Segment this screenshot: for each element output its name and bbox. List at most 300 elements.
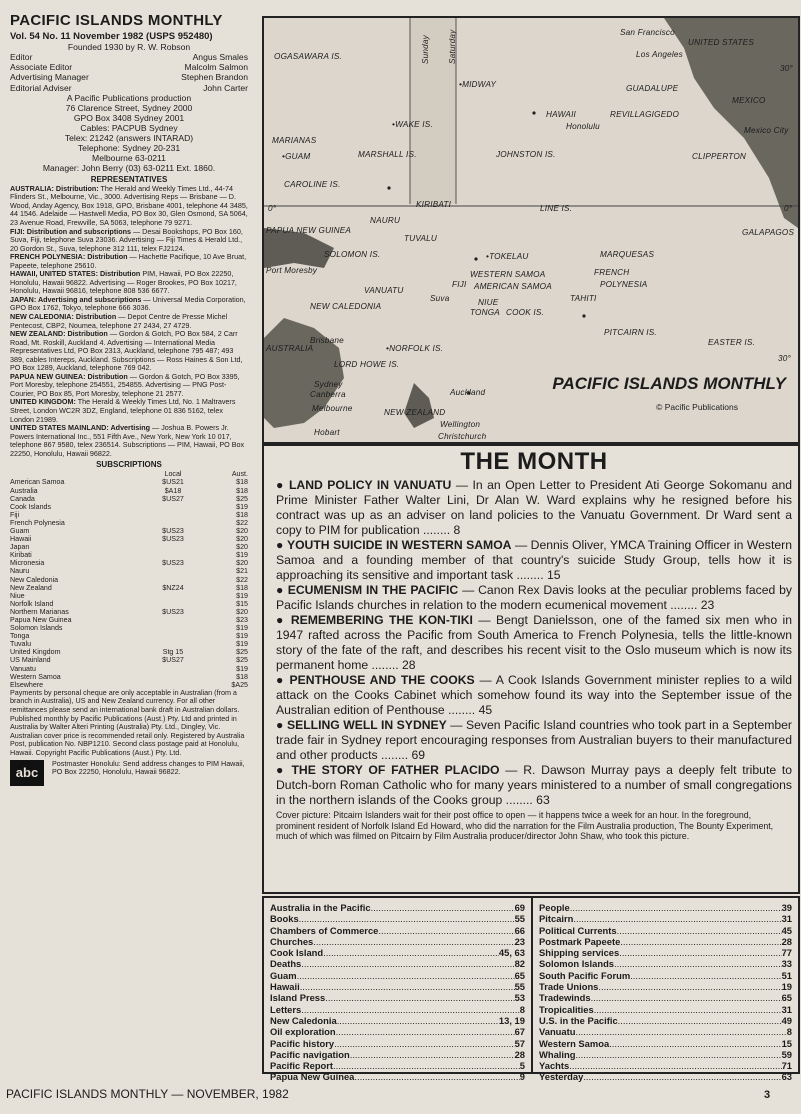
staff-row <box>10 83 248 93</box>
sub-aust: $20 <box>236 535 248 544</box>
sub-country: New Caledonia <box>10 575 59 584</box>
map-label: CAROLINE IS. <box>284 180 341 189</box>
sub-local: $US23 <box>162 526 184 535</box>
article-head: THE STORY OF FATHER PLACIDO <box>291 763 500 777</box>
representative-region: JAPAN: Advertising and subscriptions <box>10 294 142 304</box>
index-leader <box>583 1071 781 1082</box>
index-leader <box>614 958 782 969</box>
staff-name: Angus Smales <box>192 52 248 62</box>
index-row <box>539 981 792 992</box>
subscription-row <box>10 608 248 616</box>
map-label: Los Angeles <box>636 50 683 59</box>
index-topic: Oil exploration <box>270 1026 336 1038</box>
staff-row <box>10 52 248 62</box>
index-leader <box>619 947 781 958</box>
sub-country: Kiribati <box>10 551 32 560</box>
index-topic: Hawaii <box>270 981 300 993</box>
sub-aust: $18 <box>236 583 248 592</box>
month-title: THE MONTH <box>460 448 608 475</box>
map-label: Brisbane <box>310 336 344 345</box>
map-label: LORD HOWE IS. <box>334 360 400 369</box>
sub-aust: $21 <box>236 567 248 576</box>
index-topic: Yachts <box>539 1060 570 1072</box>
index-row <box>270 970 525 981</box>
index-page: 33 <box>781 958 792 970</box>
index-leader <box>575 1049 781 1060</box>
subscription-row <box>10 624 248 632</box>
index-row <box>270 992 525 1003</box>
index-topic: South Pacific Forum <box>539 969 631 981</box>
subscription-row <box>10 527 248 535</box>
index-row <box>539 970 792 981</box>
sub-local: $US21 <box>162 478 184 487</box>
representative-region: NEW CALEDONIA: Distribution <box>10 312 117 322</box>
address-block <box>10 93 248 173</box>
sub-country: Fiji <box>10 510 20 519</box>
representative-text: PIM, Hawaii, PO Box 22250, Honolulu, Hawaii 96822. Advertising — Roger Brookes, PO Box 10217, Honolulu, Hawaii 96816, telephone 808 536 6677. <box>10 269 237 296</box>
representatives-heading: REPRESENTATIVES <box>90 174 168 184</box>
subscription-row <box>10 632 248 640</box>
address-line: Cables: PACPUB Sydney <box>80 122 178 133</box>
map-label: Mexico City <box>744 126 789 135</box>
map-label: FIJI <box>452 280 467 289</box>
subscription-row <box>10 673 248 681</box>
sub-country: Japan <box>10 543 30 552</box>
subscription-row <box>10 495 248 503</box>
address-line: GPO Box 3408 Sydney 2001 <box>73 112 185 123</box>
map-label: 0° <box>784 204 793 213</box>
sub-local: $US27 <box>162 494 184 503</box>
sub-local <box>138 624 208 632</box>
map-label: Melbourne <box>312 404 353 413</box>
sub-local <box>138 600 208 608</box>
sub-local <box>138 551 208 559</box>
sub-aust: $25 <box>236 656 248 665</box>
index-page: 51 <box>781 969 792 981</box>
sub-country: US Mainland <box>10 656 51 665</box>
representative-region: FRENCH POLYNESIA: Distribution <box>10 252 128 262</box>
sub-aust: $15 <box>236 599 248 608</box>
representative-region: PAPUA NEW GUINEA: Distribution <box>10 371 128 381</box>
sub-local <box>138 543 208 551</box>
index-page: 9 <box>519 1071 525 1083</box>
representative-region: NEW ZEALAND: Distribution <box>10 329 108 339</box>
index-leader <box>598 981 781 992</box>
map-label: Saturday <box>448 29 457 64</box>
article-page: 23 <box>700 598 715 612</box>
index-row <box>270 981 525 992</box>
subscription-row <box>10 551 248 559</box>
index-page: 63 <box>781 1071 792 1083</box>
index-row <box>539 992 792 1003</box>
map-label: •WAKE IS. <box>392 120 433 129</box>
article-head: ECUMENISM IN THE PACIFIC <box>287 583 459 597</box>
index-leader <box>334 1038 514 1049</box>
index-row <box>539 1015 792 1026</box>
index-page: 45, 63 <box>498 947 525 959</box>
staff-role: Associate Editor <box>10 62 73 73</box>
index-leader <box>630 970 781 981</box>
sub-local <box>138 519 208 527</box>
sub-country: Papua New Guinea <box>10 616 72 624</box>
sub-local <box>138 632 208 640</box>
index-leader <box>620 936 781 947</box>
index-topic: Books <box>270 913 299 925</box>
sub-country: Tuvalu <box>10 640 32 649</box>
representative-entry <box>10 424 248 458</box>
staff-row <box>10 72 248 82</box>
article-text: — Bengt Danielsson, one of the famed six men who in 1947 rafted across the Pacific from South America to French Polynesia, tells the little-known story of the fate of the raft, and describes his recent visit to the Oslo museum which is now its permanent home <box>276 613 793 672</box>
sub-country: Hawaii <box>10 535 32 544</box>
sub-aust: $19 <box>236 502 248 511</box>
index-leader <box>569 1060 781 1071</box>
map-label: 30° <box>778 354 791 363</box>
map-label: WESTERN SAMOA <box>470 270 546 279</box>
index-leader <box>337 1015 499 1026</box>
index-row <box>270 1049 525 1060</box>
index-leader <box>354 1071 519 1082</box>
index-leader <box>301 1004 520 1015</box>
sub-country: Solomon Islands <box>10 624 63 633</box>
index-leader <box>325 992 514 1003</box>
subscription-row <box>10 640 248 648</box>
map-label: Wellington <box>440 420 481 429</box>
map-label: San Francisco <box>620 28 675 37</box>
sub-local: $A18 <box>164 486 182 495</box>
sub-aust: $19 <box>236 591 248 600</box>
representative-text: The Herald and Weekly Times Ltd., 44-74 Flinders St., Melbourne, Vic., 3000. Advertising Reps — Brisbane — D. Wood, Anday Agency, Box 1918, GPO, Brisbane 4001, telephone 44 3485, 44 1546. Adelaide — Hastwell Media, PO Box 30, Glen Osmond, SA 5064, 23 Avenue Road, Frewville, SA 5063, telephone 79 9271. <box>10 183 248 227</box>
map-label: POLYNESIA <box>600 280 648 289</box>
sub-aust: $22 <box>236 575 248 584</box>
representative-entry <box>10 373 248 399</box>
map-label: HAWAII <box>546 110 577 119</box>
article-list <box>276 478 792 808</box>
sub-country: Norfolk Island <box>10 599 54 608</box>
map-label: Suva <box>430 294 450 303</box>
index-topic: Solomon Islands <box>539 958 615 970</box>
representative-text: — Gordon & Gotch, PO Box 584, 2 Carr Road, Mt. Roskill, Auckland 4. Advertising — International Media Representatives Ltd, PO Box 2313, Auckland, telephone 795 487; 493 389, cables Intereps, Auckland. Subscriptions — Ross Haines & Son Ltd, PO Box 1289, Auckland, telephone 769 042. <box>10 329 243 373</box>
map-label: NAURU <box>370 216 401 225</box>
sub-aust: $18 <box>236 672 248 681</box>
map-label: •TOKELAU <box>486 252 529 261</box>
founded-line: Founded 1930 by R. W. Robson <box>67 42 191 52</box>
article-head: SELLING WELL IN SYDNEY <box>286 718 447 732</box>
representative-region: AUSTRALIA: Distribution: <box>10 183 99 193</box>
index-page: 8 <box>519 1003 525 1015</box>
masthead-title: PACIFIC ISLANDS MONTHLY <box>10 12 223 29</box>
month-article: ● THE STORY OF FATHER PLACIDO — R. Dawson Murray pays a deeply felt tribute to Dutch-born Roman Catholic who for many years ministered to a number of small congregations in the northern islands of the Cooks group ........ 63 <box>276 763 793 807</box>
index-page: 65 <box>514 969 525 981</box>
representative-entry <box>10 253 248 270</box>
map-label: •GUAM <box>282 152 311 161</box>
index-topic: Shipping services <box>539 947 620 959</box>
sub-aust: $25 <box>236 494 248 503</box>
subscriptions-heading: SUBSCRIPTIONS <box>96 460 162 470</box>
index-leader <box>336 1026 515 1037</box>
sub-country: Nauru <box>10 567 30 576</box>
map-label: Auckland <box>450 388 486 397</box>
representative-text: — Desai Bookshops, PO Box 160, Suva, Fiji, telephone Suva 23036. Advertising — Fiji Times & Herald Ltd., 20 Gordon St., Suva, telephone 312 111, telex FJ2124. <box>10 226 243 253</box>
sub-country: New Zealand <box>10 583 52 592</box>
index-row <box>539 902 792 913</box>
sub-aust: $19 <box>236 632 248 641</box>
sub-local: $US27 <box>162 656 184 665</box>
representative-text: — Gordon & Gotch, PO Box 3395, Port Moresby, telephone 254551, 254855. Advertising — PNG Post-Courier, PO Box 85, Port Moresby, telephone 21 2577. <box>10 371 240 398</box>
index-page: 23 <box>514 935 525 947</box>
index-topic: Pacific history <box>270 1037 335 1049</box>
article-page: 8 <box>453 523 461 537</box>
subscription-row <box>10 487 248 495</box>
map-label: OGASAWARA IS. <box>274 52 342 61</box>
map-label: PAPUA NEW GUINEA <box>266 226 352 235</box>
representative-region: HAWAII, UNITED STATES: Distribution <box>10 269 141 279</box>
representative-entry <box>10 296 248 313</box>
staff-name: Malcolm Salmon <box>184 62 248 73</box>
sub-aust: $19 <box>236 624 248 633</box>
index-row <box>539 947 792 958</box>
index-topic: Papua New Guinea <box>270 1071 355 1083</box>
index-row <box>539 1026 792 1037</box>
index-topic: Churches <box>270 935 314 947</box>
index-topic: Letters <box>270 1003 302 1015</box>
index-row <box>270 958 525 969</box>
map-label: JOHNSTON IS. <box>496 150 556 159</box>
sub-country: Australia <box>10 486 38 495</box>
map-label: EASTER IS. <box>708 338 756 347</box>
map-label: NIUE <box>478 298 499 307</box>
subscription-row <box>10 519 248 527</box>
index-row <box>539 1004 792 1015</box>
article-page: 63 <box>536 793 550 807</box>
map-label: 30° <box>780 64 793 73</box>
abc-logo: abc <box>10 760 44 786</box>
representative-region: UNITED STATES MAINLAND: Advertising <box>10 423 151 433</box>
index-row <box>539 925 792 936</box>
index-page: 13, 19 <box>498 1014 525 1026</box>
index-page: 45 <box>781 924 792 936</box>
footer-title: PACIFIC ISLANDS MONTHLY — NOVEMBER, 1982 <box>6 1087 289 1101</box>
masthead-column <box>10 12 248 786</box>
article-head: YOUTH SUICIDE IN WESTERN SAMOA <box>286 538 512 552</box>
sub-aust: $20 <box>236 559 248 568</box>
map-label: AUSTRALIA <box>266 344 314 353</box>
index-page: 71 <box>781 1060 792 1072</box>
sub-local: $US23 <box>162 535 184 544</box>
index-page: 28 <box>514 1048 525 1060</box>
index-topic: Guam <box>270 969 297 981</box>
address-line: A Pacific Publications production <box>66 92 192 103</box>
subscription-row <box>10 584 248 592</box>
sub-country: Western Samoa <box>10 672 61 681</box>
representative-text: The Herald & Weekly Times Ltd, No. 1 Maltravers Street, London WC2R 3DZ, England, telephone 01 836 5162, telex London 21989. <box>10 397 236 424</box>
sub-local <box>138 640 208 648</box>
month-article: ● REMEMBERING THE KON-TIKI — Bengt Danielsson, one of the famed six men who in 1947 rafted across the Pacific from South America to French Polynesia, tells the little-known story of the fate of the raft, and describes his recent visit to the Oslo museum which is now its permanent home ........ 28 <box>276 613 793 672</box>
postmaster-note: Postmaster Honolulu: Send address changes to PIM Hawaii, PO Box 22250, Honolulu, Hawaii 96822. <box>52 758 245 777</box>
subscription-row <box>10 656 248 664</box>
index-topic: Whaling <box>539 1048 576 1060</box>
address-line: Telephone: Sydney 20-231 <box>77 142 181 153</box>
sub-local <box>138 592 208 600</box>
article-head: LAND POLICY IN VANUATU <box>288 478 452 492</box>
index-row <box>539 1071 792 1082</box>
representative-text: — Depot Centre de Presse Michel Pentecost, CBP2, Noumea, telephone 27 2434, 27 4729. <box>10 312 228 330</box>
index-row <box>270 1026 525 1037</box>
sub-aust: $20 <box>236 526 248 535</box>
col-aust: Aust. <box>231 470 248 479</box>
map-title: PACIFIC ISLANDS MONTHLY <box>552 374 786 393</box>
sub-country: Cook Islands <box>10 502 52 511</box>
island-dot <box>582 314 585 317</box>
index-topic: Australia in the Pacific <box>270 902 371 913</box>
index-row <box>539 1049 792 1060</box>
sub-local <box>138 511 208 519</box>
subscriptions-table <box>10 470 248 689</box>
sub-country: American Samoa <box>10 478 65 487</box>
index-page: 31 <box>781 1003 792 1015</box>
index-leader <box>573 913 781 924</box>
index-page: 31 <box>781 913 792 925</box>
sub-aust: $23 <box>236 616 248 624</box>
sub-aust: $18 <box>236 478 248 487</box>
index-topic: People <box>539 902 570 913</box>
representative-region: UNITED KINGDOM: <box>10 397 76 407</box>
index-leader <box>297 970 515 981</box>
map-label: Sunday <box>421 35 430 64</box>
map-label: CLIPPERTON <box>692 152 747 161</box>
sub-local: Stg 15 <box>162 648 184 657</box>
index-leader <box>378 925 514 936</box>
sub-local: $US23 <box>162 559 184 568</box>
index-row <box>270 936 525 947</box>
subscription-row <box>10 592 248 600</box>
map-label: Hobart <box>314 428 340 437</box>
month-article: ● LAND POLICY IN VANUATU — In an Open Letter to President Ati George Sokomanu and Prime Minister Father Walter Lini, Dr Alan W. Ward explains why he resigned before his contract was up as an adviser on land policies to the Vanuatu Government. Dr Ward sent a copy to PIM for publication ........ 8 <box>276 478 793 537</box>
address-line: 76 Clarence Street, Sydney 2000 <box>65 102 193 113</box>
map-label: MARIANAS <box>272 136 317 145</box>
map-label: NEW ZEALAND <box>384 408 446 417</box>
index-page: 66 <box>514 924 525 936</box>
subscription-row <box>10 600 248 608</box>
index-topic: Political Currents <box>539 924 617 936</box>
representative-text: — Universal Media Corporation, GPO Box 1762, Tokyo, telephone 666 3036. <box>10 294 246 313</box>
subject-index <box>262 896 800 1083</box>
index-leader <box>618 1015 782 1026</box>
index-leader <box>323 947 499 958</box>
index-leader <box>301 958 514 969</box>
address-line: Melbourne 63-0211 <box>92 152 166 163</box>
month-article: ● ECUMENISM IN THE PACIFIC — Canon Rex Davis looks at the peculiar problems faced by Pacific Islands churches in relation to the modern ecumenical movement ........ 23 <box>276 583 792 612</box>
index-topic: New Caledonia <box>270 1014 337 1026</box>
index-leader <box>300 981 515 992</box>
map-label: MEXICO <box>732 96 766 105</box>
index-page: 59 <box>781 1048 792 1060</box>
subscription-row <box>10 665 248 673</box>
sub-aust: $20 <box>236 607 248 616</box>
map-label: NEW CALEDONIA <box>310 302 382 311</box>
representative-entry <box>10 270 248 296</box>
index-column-left <box>264 898 531 1083</box>
map-label: TAHITI <box>570 294 597 303</box>
month-article: ● PENTHOUSE AND THE COOKS — A Cook Islands Government minister replies to a wild attack on the Cooks Cabinet which somehow found its way into the September issue of the Australian edition of Penthouse ........ 45 <box>276 673 792 717</box>
article-head: PENTHOUSE AND THE COOKS <box>289 673 475 687</box>
sub-aust: $22 <box>236 518 248 527</box>
map-label: Port Moresby <box>266 266 318 275</box>
index-page: 28 <box>781 935 792 947</box>
island-dot <box>387 186 390 189</box>
article-page: 69 <box>411 748 426 762</box>
the-month-section <box>262 444 800 894</box>
map-label: FRENCH <box>594 268 630 277</box>
subscription-row <box>10 543 248 551</box>
map-copyright: © Pacific Publications <box>656 402 738 412</box>
article-text: — Dennis Oliver, YMCA Training Officer in Western Samoa and a founding member of that country's suicide Study Group, tells how it is approaching its sensitive and important task <box>276 538 793 582</box>
sub-country: Guam <box>10 526 30 535</box>
index-column-right <box>531 898 798 1083</box>
index-row <box>539 1038 792 1049</box>
payment-notes: Payments by personal cheque are only acceptable in Australian (from a branch in Australia), US and New Zealand currency. For all other remittances please send an international bank draft in Australian dollars. <box>10 687 240 715</box>
index-row <box>270 902 525 913</box>
map-label: 0° <box>268 204 277 213</box>
index-page: 39 <box>781 902 792 913</box>
map-label: •MIDWAY <box>459 80 497 89</box>
map-label: VANUATU <box>364 286 404 295</box>
sub-country: United Kingdom <box>10 648 61 657</box>
representative-region: FIJI: Distribution and subscriptions <box>10 226 131 236</box>
article-page: 45 <box>478 703 493 717</box>
cover-price-notes: Australian cover price is recommended retail only. Registered by Australia Post, publication No. NBP1210. Second class postage paid at Honolulu, Hawaii. Copyright Pacific Publications (Aust.) Pty. Ltd. <box>10 730 245 757</box>
index-topic: Pitcairn <box>539 913 574 925</box>
map-label: AMERICAN SAMOA <box>474 282 552 291</box>
pacific-map <box>262 16 800 444</box>
map-label: REVILLAGIGEDO <box>610 110 680 119</box>
index-topic: Postmark Papeete <box>539 935 621 947</box>
index-page: 53 <box>514 992 525 1004</box>
volume-line: Vol. 54 No. 11 November 1982 (USPS 952480) <box>10 31 213 42</box>
sub-country: French Polynesia <box>10 518 65 527</box>
island-dot <box>474 257 477 260</box>
island-dot <box>532 111 535 114</box>
index-page: 77 <box>781 947 792 959</box>
month-article: ● YOUTH SUICIDE IN WESTERN SAMOA — Dennis Oliver, YMCA Training Officer in Western Samoa and a founding member of that country's suicide Study Group, tells how it is approaching its sensitive and important task ........ 15 <box>276 538 793 582</box>
subscription-row <box>10 503 248 511</box>
sub-aust: $19 <box>236 640 248 649</box>
index-row <box>539 913 792 924</box>
sub-local <box>138 665 208 673</box>
index-row <box>270 1038 525 1049</box>
index-page: 65 <box>781 992 792 1004</box>
index-row <box>270 1071 525 1082</box>
representative-entry <box>10 313 248 330</box>
sub-aust: $19 <box>236 551 248 560</box>
sub-local <box>138 673 208 681</box>
sub-country: Northern Marianas <box>10 607 69 616</box>
map-label: GUADALUPE <box>626 84 679 93</box>
staff-row <box>10 62 248 72</box>
cover-caption: Cover picture: Pitcairn Islanders wait for their post office to open — it happens twice a week for an hour. In the foreground, prominent resident of Norfolk Island Ed Howard, who did the narration for the Film Australia production, The Bounty Experiment, much of which was filmed on Pitcairn by Film Australia producer/director John Shaw, who took this picture. <box>276 810 774 841</box>
index-topic: Yesterday <box>539 1071 584 1083</box>
index-page: 55 <box>514 981 525 993</box>
representative-entry <box>10 228 248 254</box>
sub-country: Tonga <box>10 632 30 641</box>
index-leader <box>575 1026 786 1037</box>
sub-aust: $19 <box>236 664 248 673</box>
index-row <box>539 958 792 969</box>
representative-text: — Hachette Pacifique, 10 Ave Bruat, Papeete, telephone 25610. <box>10 252 247 270</box>
index-topic: Western Samoa <box>539 1037 610 1049</box>
article-head: REMEMBERING THE KON-TIKI <box>290 613 473 627</box>
map-label: •NORFOLK IS. <box>386 344 444 353</box>
publisher-notes: Published monthly by Pacific Publications (Aust.) Pty. Ltd and printed in Australia by Walter Alteri Printing (Australia) Pty. Ltd., Dingley, Vic. <box>10 713 237 732</box>
